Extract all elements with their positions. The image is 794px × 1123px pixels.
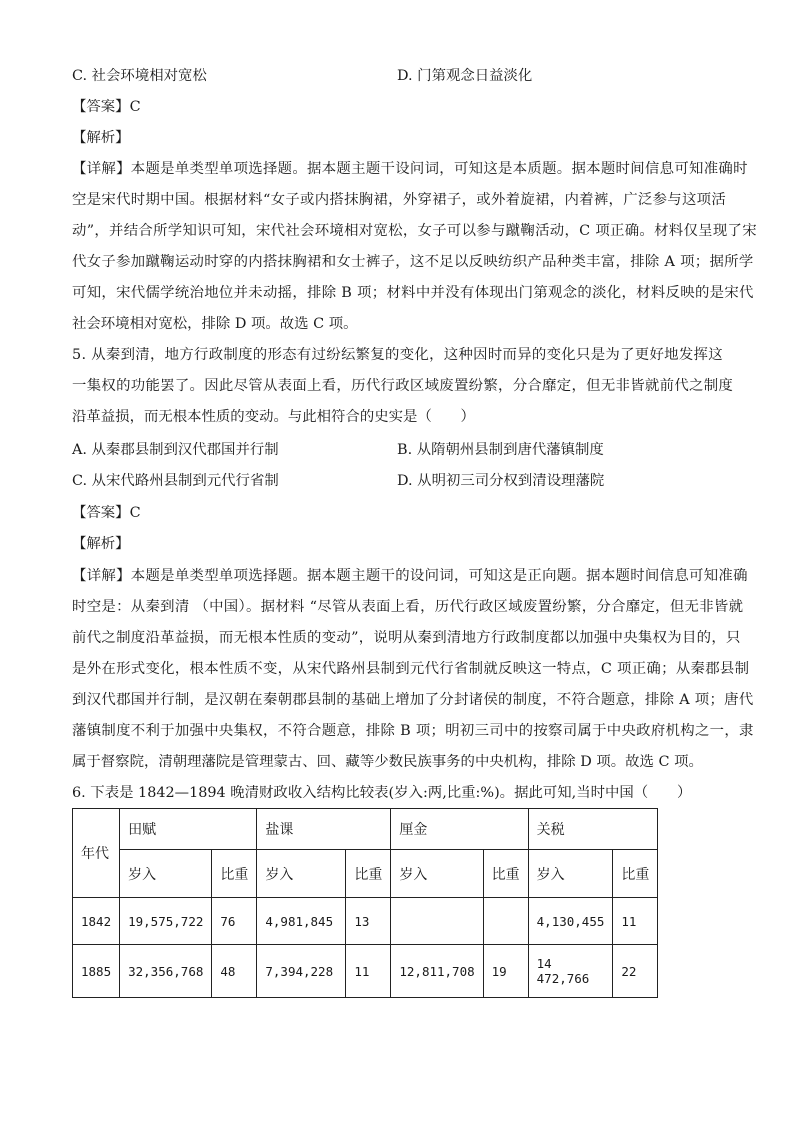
q4-option-c: C. 社会环境相对宽松	[72, 68, 207, 84]
table-cell	[391, 898, 483, 945]
table-subheader-ratio: 比重	[212, 850, 257, 898]
q5-stem-line: 沿革益损，而无根本性质的变动。与此相符合的史实是（ ）	[72, 409, 475, 425]
table-row	[73, 945, 658, 998]
q4-detail-line: 空是宋代时期中国。根据材料“女子或内搭抹胸裙，外穿裙子，或外着旋裙，内着裤，广泛参与这项活	[72, 192, 727, 208]
q5-stem-line: 一集权的功能罢了。因此尽管从表面上看，历代行政区域废置纷繁，分合靡定，但无非皆就前代之制度	[72, 378, 734, 394]
table-cell: 13	[346, 898, 391, 945]
table-cell: 7,394,228	[257, 945, 346, 998]
q5-detail-line: 到汉代郡国并行制，是汉朝在秦朝郡县制的基础上增加了分封诸侯的制度，不符合题意，排除 A 项；唐代	[72, 692, 754, 708]
q5-option-c: C. 从宋代路州县制到元代行省制	[72, 473, 279, 489]
q4-option-d: D. 门第观念日益淡化	[397, 68, 533, 84]
q4-detail-line: 社会环境相对宽松，排除 D 项。故选 C 项。	[72, 316, 358, 332]
table-cell: 11	[346, 945, 391, 998]
table-cell-year: 1842	[73, 898, 120, 945]
table-cell: 19	[483, 945, 528, 998]
q5-option-d: D. 从明初三司分权到清设理藩院	[397, 473, 605, 489]
q5-detail-line: 属于督察院，清朝理藩院是管理蒙古、回、藏等少数民族事务的中央机构，排除 D 项。故选 C 项。	[72, 754, 703, 770]
q5-analysis-label: 【解析】	[72, 536, 130, 552]
q5-option-b: B. 从隋朝州县制到唐代藩镇制度	[397, 442, 604, 458]
table-year-header: 年代	[73, 809, 120, 898]
q6-stem: 6. 下表是 1842—1894 晚清财政收入结构比较表(岁入:两,比重:%)。据此可知,当时中国（ ）	[72, 785, 692, 801]
q4-detail-line: 【详解】本题是单类型单项选择题。据本题主题干设问词，可知这是本质题。据本题时间信息可知准确时	[72, 161, 748, 177]
q5-detail-line: 藩镇制度不利于加强中央集权，不符合题意，排除 B 项；明初三司中的按察司属于中央政府机构之一，隶	[72, 723, 754, 739]
table-cell: 4,981,845	[257, 898, 346, 945]
q4-detail-line: 可知，宋代儒学统治地位并未动摇，排除 B 项；材料中并没有体现出门第观念的淡化，材料反映的是宋代	[72, 285, 754, 301]
table-cell: 22	[613, 945, 658, 998]
table-subheader-ratio: 比重	[613, 850, 658, 898]
q5-answer: 【答案】C	[72, 505, 141, 521]
table-group-header: 盐课	[257, 809, 391, 850]
table-subheader-ratio: 比重	[346, 850, 391, 898]
table-cell: 4,130,455	[528, 898, 613, 945]
q5-option-a: A. 从秦郡县制到汉代郡国并行制	[72, 442, 279, 458]
finance-table	[72, 808, 658, 998]
q5-detail-line: 时空是：从秦到清 （中国）。据材料 “尽管从表面上看，历代行政区域废置纷繁，分合靡定，但无非皆就	[72, 599, 744, 615]
table-cell: 48	[212, 945, 257, 998]
table-cell: 11	[613, 898, 658, 945]
q4-detail-line: 代女子参加蹴鞠运动时穿的内搭抹胸裙和女士裤子，这不足以反映纺织产品种类丰富，排除 A 项；据所学	[72, 254, 754, 270]
table-group-header: 厘金	[391, 809, 528, 850]
table-subheader-ratio: 比重	[483, 850, 528, 898]
table-subheader-income: 岁入	[391, 850, 483, 898]
table-cell: 14 472,766	[528, 945, 613, 998]
q5-detail-line: 是外在形式变化，根本性质不变，从宋代路州县制到元代行省制就反映这一特点，C 项正确；从秦郡县制	[72, 661, 750, 677]
table-cell: 19,575,722	[120, 898, 212, 945]
table-cell: 76	[212, 898, 257, 945]
q5-stem-line: 5. 从秦到清，地方行政制度的形态有过纷纭繁复的变化，这种因时而异的变化只是为了更好地发挥这	[72, 347, 723, 363]
q4-answer: 【答案】C	[72, 99, 141, 115]
q4-analysis-label: 【解析】	[72, 130, 130, 146]
q5-detail-line: 【详解】本题是单类型单项选择题。据本题主题干的设问词，可知这是正向题。据本题时间信息可知准确	[72, 568, 748, 584]
table-cell: 32,356,768	[120, 945, 212, 998]
table-cell-year: 1885	[73, 945, 120, 998]
table-cell: 12,811,708	[391, 945, 483, 998]
q4-detail-line: 动”，并结合所学知识可知，宋代社会环境相对宽松，女子可以参与蹴鞠活动，C 项正确。材料仅呈现了宋	[72, 223, 757, 239]
table-cell	[483, 898, 528, 945]
q5-detail-line: 前代之制度沿革益损，而无根本性质的变动”，说明从秦到清地方行政制度都以加强中央集权为目的，只	[72, 630, 741, 646]
table-subheader-income: 岁入	[120, 850, 212, 898]
table-group-header: 田赋	[120, 809, 257, 850]
table-subheader-income: 岁入	[257, 850, 346, 898]
table-subheader-income: 岁入	[528, 850, 613, 898]
table-group-header: 关税	[528, 809, 658, 850]
table-row	[73, 898, 658, 945]
